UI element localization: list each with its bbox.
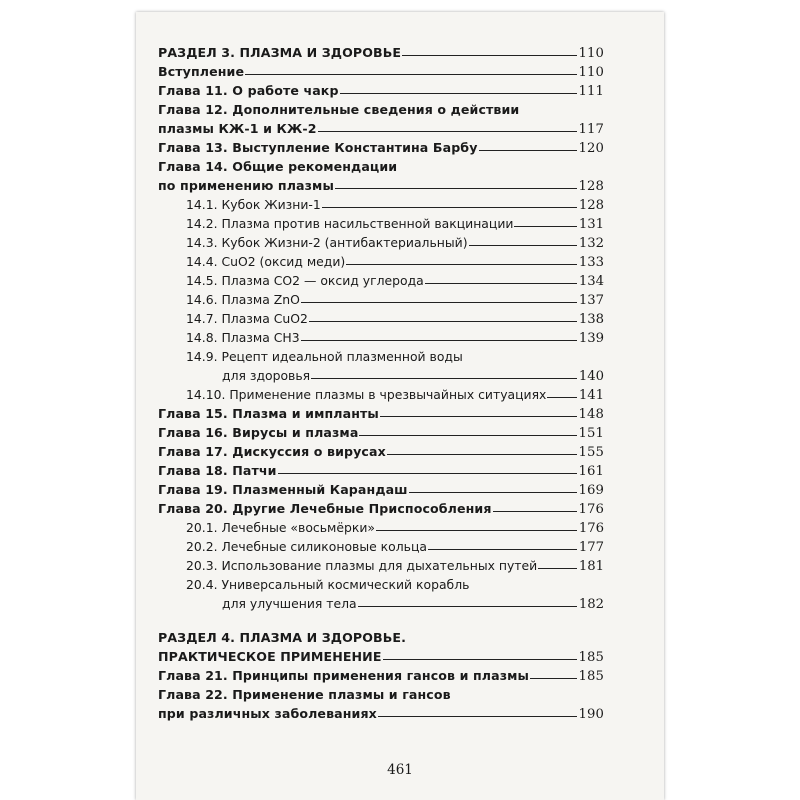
page-number: 461 — [387, 762, 413, 778]
toc-subsection: 14.4. CuO2 (оксид меди) 133 — [186, 254, 604, 270]
section-gap — [158, 615, 604, 630]
page-ref: 161 — [578, 464, 604, 479]
dot-leader — [530, 678, 577, 679]
toc-chapter-11: Глава 11. О работе чакр 111 — [158, 83, 604, 99]
toc-chapter-14-cont: по применению плазмы 128 — [158, 178, 604, 194]
page-ref: 111 — [578, 84, 604, 99]
toc-chapter-15: Глава 15. Плазма и импланты 148 — [158, 406, 604, 422]
dot-leader — [428, 549, 577, 550]
toc-subsection: 20.2. Лечебные силиконовые кольца 177 — [186, 539, 604, 555]
page-ref: 140 — [578, 369, 604, 384]
page-ref: 133 — [578, 255, 604, 270]
toc-section-4-cont: ПРАКТИЧЕСКОЕ ПРИМЕНЕНИЕ 185 — [158, 649, 604, 665]
page-ref: 110 — [578, 65, 604, 80]
page-ref: 128 — [578, 179, 604, 194]
toc-subsection: 14.8. Плазма CH3 139 — [186, 330, 604, 346]
page-ref: 131 — [578, 217, 604, 232]
page-ref: 141 — [578, 388, 604, 403]
toc-subsection: 14.7. Плазма CuO2 138 — [186, 311, 604, 327]
dot-leader — [309, 321, 577, 322]
toc-chapter-22-cont: при различных заболеваниях 190 — [158, 706, 604, 722]
page-ref: 132 — [578, 236, 604, 251]
toc-chapter-21: Глава 21. Принципы применения гансов и плазмы 185 — [158, 668, 604, 684]
dot-leader — [479, 150, 577, 151]
toc-chapter-19: Глава 19. Плазменный Карандаш 169 — [158, 482, 604, 498]
page-ref: 120 — [578, 141, 604, 156]
toc-subsection: 14.2. Плазма против насильственной вакцинации 131 — [186, 216, 604, 232]
toc-subsection: 14.5. Плазма CO2 — оксид углерода 134 — [186, 273, 604, 289]
page-ref: 128 — [578, 198, 604, 213]
page-ref: 185 — [578, 669, 604, 684]
dot-leader — [547, 397, 576, 398]
page-ref: 190 — [578, 707, 604, 722]
dot-leader — [387, 454, 577, 455]
dot-leader — [358, 606, 577, 607]
dot-leader — [380, 416, 577, 417]
page-ref: 182 — [578, 597, 604, 612]
dot-leader — [409, 492, 577, 493]
toc-subsection: 20.4. Универсальный космический корабль — [186, 577, 470, 592]
dot-leader — [335, 188, 577, 189]
toc-section-4: РАЗДЕЛ 4. ПЛАЗМА И ЗДОРОВЬЕ. — [158, 630, 406, 645]
page-ref: 177 — [578, 540, 604, 555]
dot-leader — [301, 340, 577, 341]
toc-chapter-18: Глава 18. Патчи 161 — [158, 463, 604, 479]
toc-chapter-13: Глава 13. Выступление Константина Барбу 120 — [158, 140, 604, 156]
page-ref: 117 — [578, 122, 604, 137]
dot-leader — [376, 530, 577, 531]
toc-chapter-16: Глава 16. Вирусы и плазма 151 — [158, 425, 604, 441]
dot-leader — [278, 473, 577, 474]
dot-leader — [425, 283, 577, 284]
dot-leader — [493, 511, 577, 512]
page-ref: 181 — [578, 559, 604, 574]
page-ref: 151 — [578, 426, 604, 441]
toc-chapter-20: Глава 20. Другие Лечебные Приспособления 176 — [158, 501, 604, 517]
page-ref: 139 — [578, 331, 604, 346]
dot-leader — [378, 716, 577, 717]
table-of-contents — [158, 45, 604, 725]
toc-subsection-cont: для улучшения тела 182 — [222, 596, 604, 612]
page-ref: 176 — [578, 502, 604, 517]
dot-leader — [318, 131, 577, 132]
page-ref: 110 — [578, 46, 604, 61]
toc-chapter-12: Глава 12. Дополнительные сведения о действии — [158, 102, 520, 117]
page-ref: 176 — [578, 521, 604, 536]
toc-section-3: РАЗДЕЛ 3. ПЛАЗМА И ЗДОРОВЬЕ 110 — [158, 45, 604, 61]
toc-chapter-14: Глава 14. Общие рекомендации — [158, 159, 398, 174]
dot-leader — [538, 568, 577, 569]
dot-leader — [311, 378, 577, 379]
book-page — [136, 12, 664, 800]
dot-leader — [322, 207, 577, 208]
dot-leader — [359, 435, 576, 436]
toc-intro: Вступление 110 — [158, 64, 604, 80]
page-ref: 155 — [578, 445, 604, 460]
toc-subsection: 20.3. Использование плазмы для дыхательных путей 181 — [186, 558, 604, 574]
toc-chapter-17: Глава 17. Дискуссия о вирусах 155 — [158, 444, 604, 460]
toc-chapter-12-cont: плазмы КЖ-1 и КЖ-2 117 — [158, 121, 604, 137]
toc-chapter-22: Глава 22. Применение плазмы и гансов — [158, 687, 451, 702]
toc-subsection: 14.1. Кубок Жизни-1 128 — [186, 197, 604, 213]
page-ref: 138 — [578, 312, 604, 327]
dot-leader — [346, 264, 577, 265]
page-ref: 148 — [578, 407, 604, 422]
toc-subsection: 14.6. Плазма ZnO 137 — [186, 292, 604, 308]
dot-leader — [469, 245, 577, 246]
dot-leader — [245, 74, 576, 75]
page-ref: 185 — [578, 650, 604, 665]
toc-subsection: 14.9. Рецепт идеальной плазменной воды — [186, 349, 463, 364]
dot-leader — [301, 302, 577, 303]
toc-subsection: 14.3. Кубок Жизни-2 (антибактериальный) 132 — [186, 235, 604, 251]
dot-leader — [514, 226, 576, 227]
page-ref: 169 — [578, 483, 604, 498]
page-ref: 137 — [578, 293, 604, 308]
dot-leader — [402, 55, 576, 56]
dot-leader — [383, 659, 577, 660]
page-ref: 134 — [578, 274, 604, 289]
toc-subsection: 14.10. Применение плазмы в чрезвычайных ситуациях 141 — [186, 387, 604, 403]
dot-leader — [340, 93, 577, 94]
toc-subsection-cont: для здоровья 140 — [222, 368, 604, 384]
toc-subsection: 20.1. Лечебные «восьмёрки» 176 — [186, 520, 604, 536]
